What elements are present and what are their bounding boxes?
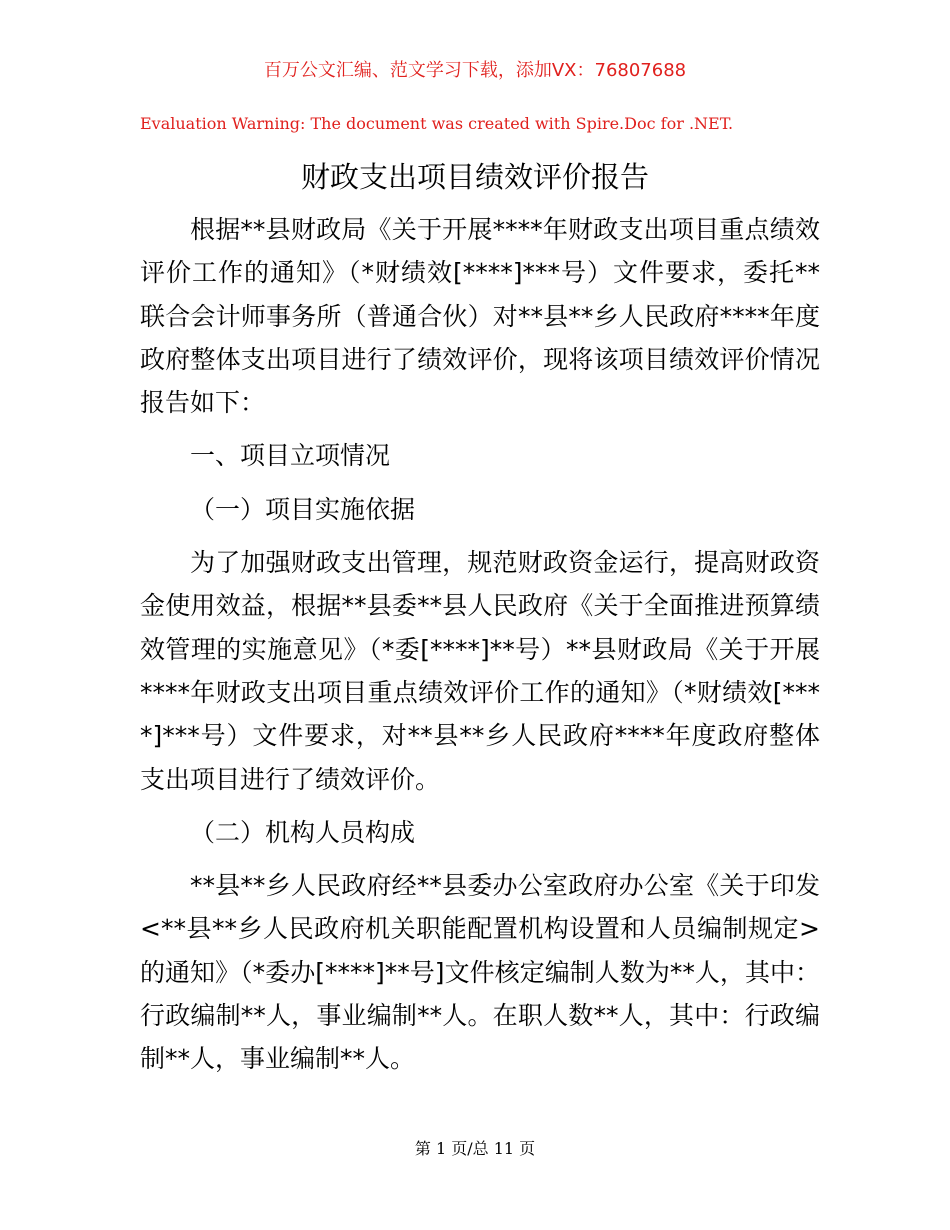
intro-paragraph: 根据**县财政局《关于开展****年财政支出项目重点绩效评价工作的通知》（*财绩效[****]***号）文件要求，委托**联合会计师事务所（普通合伙）对**县**乡人民政府****年度政府整体支出项目进行了绩效评价，现将该项目绩效评价情况报告如下：	[140, 215, 820, 418]
evaluation-warning: Evaluation Warning: The document was created with Spire.Doc for .NET.	[140, 114, 734, 133]
document-title: 财政支出项目绩效评价报告	[300, 160, 649, 194]
body-paragraph: 为了加强财政支出管理，规范财政资金运行，提高财政资金使用效益，根据**县委**县人民政府《关于全面推进预算绩效管理的实施意见》（*委[****]**号）**县财政局《关于开展****年财政支出项目重点绩效评价工作的通知》（*财绩效[****]***号）文件要求，对**县**乡人民政府****年度政府整体支出项目进行了绩效评价。	[140, 548, 820, 794]
document-body	[140, 208, 820, 1091]
promo-banner: 百万公文汇编、范文学习下载，添加VX：76807688	[263, 60, 687, 81]
body-paragraph: **县**乡人民政府经**县委办公室政府办公室《关于印发<**县**乡人民政府机关职能配置机构设置和人员编制规定>的通知》（*委办[****]**号]文件核定编制人数为**人，其中：行政编制**人，事业编制**人。在职人数**人，其中：行政编制**人，事业编制**人。	[140, 871, 820, 1074]
subsection-heading: （二）机构人员构成	[190, 817, 416, 847]
page-number: 第 1 页/总 11 页	[414, 1139, 536, 1158]
section-heading: 一、项目立项情况	[190, 441, 391, 471]
subsection-heading: （一）项目实施依据	[190, 494, 416, 524]
